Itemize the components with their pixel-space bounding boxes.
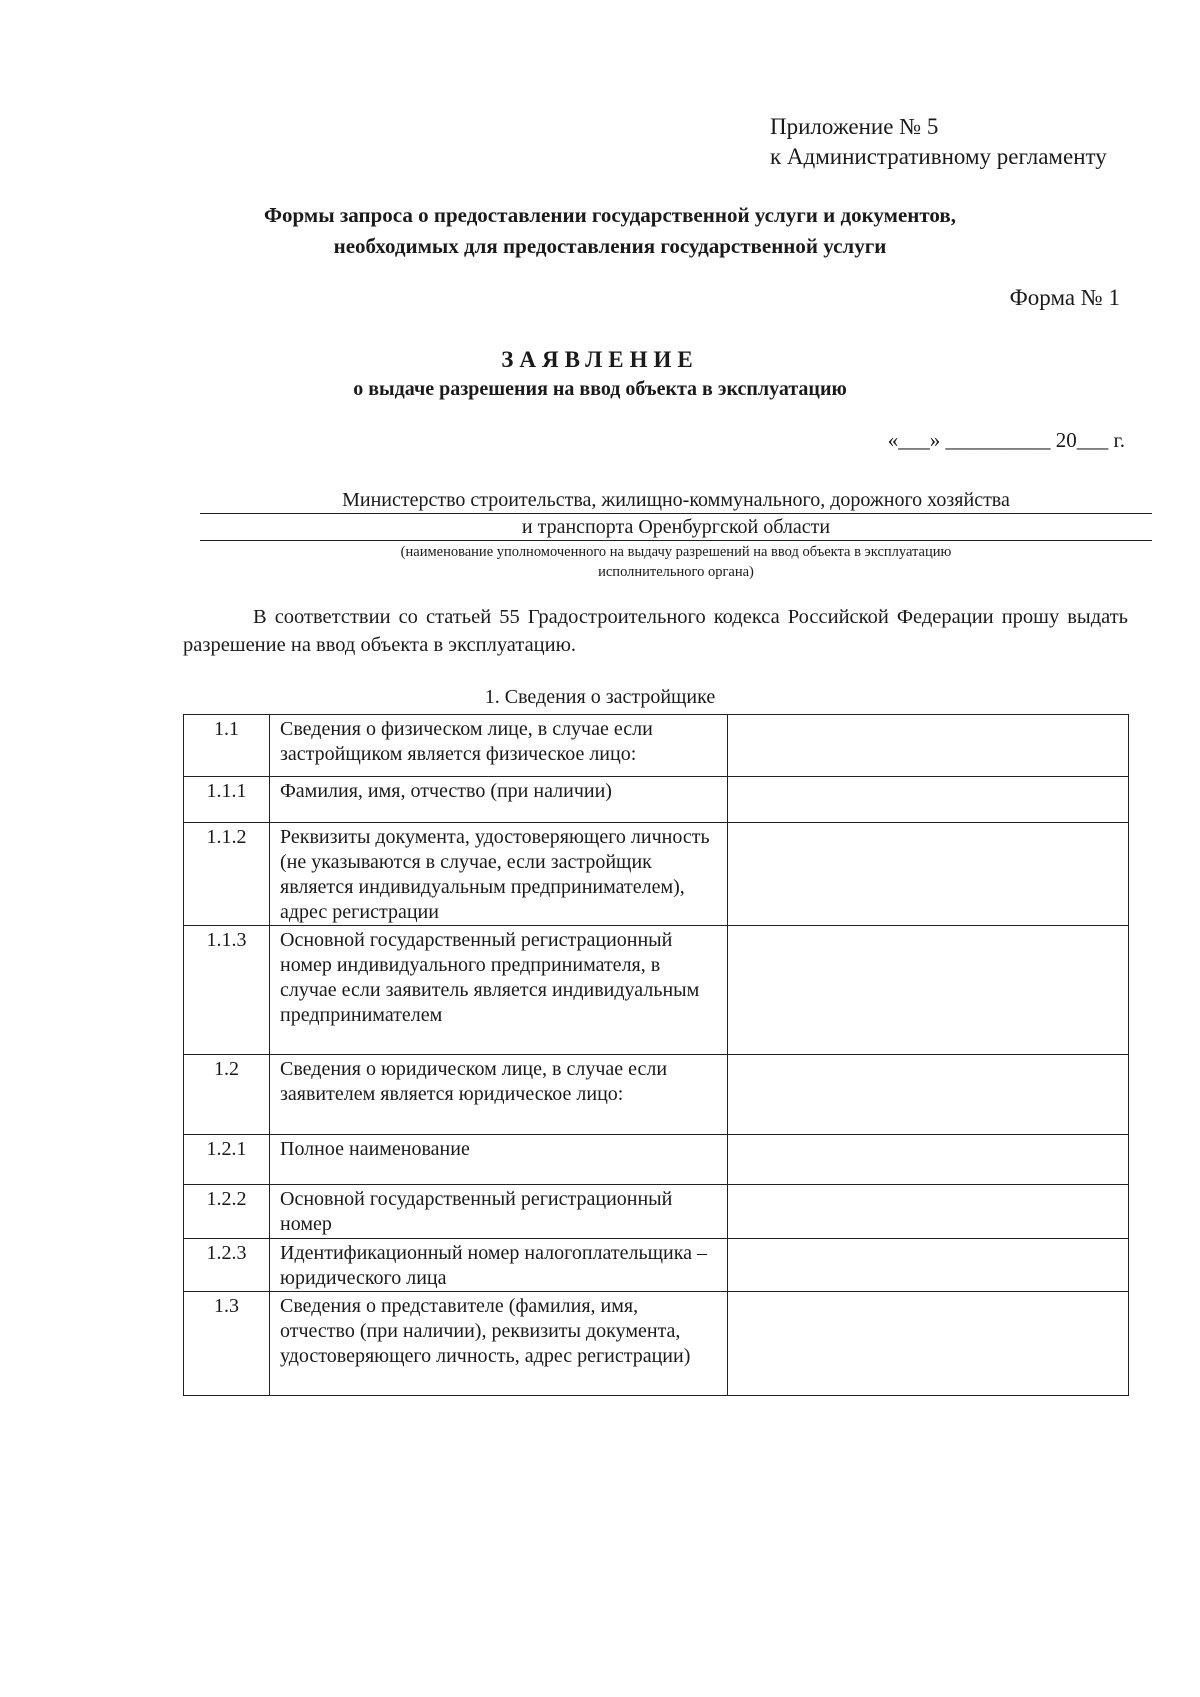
table-row	[184, 777, 1129, 823]
organization-note	[200, 542, 1152, 582]
table-row	[184, 823, 1129, 926]
row-value-field[interactable]	[728, 1292, 1129, 1396]
row-number: 1.1.1	[184, 777, 270, 823]
row-label: Сведения о юридическом лице, в случае если заявителем является юридическое лицо:	[270, 1055, 728, 1135]
row-label: Идентификационный номер налогоплательщика – юридического лица	[270, 1239, 728, 1292]
document-heading	[160, 200, 1060, 262]
row-label: Основной государственный регистрационный номер индивидуального предпринимателя, в случае если заявитель является индивидуальным предпринимателем	[270, 926, 728, 1055]
date-line: «___» __________ 20___ г.	[887, 428, 1125, 452]
developer-info-table	[183, 714, 1129, 1396]
organization-line-2: и транспорта Оренбургской области	[200, 514, 1152, 541]
organization-note-line-1: (наименование уполномоченного на выдачу разрешений на ввод объекта в эксплуатацию	[400, 544, 952, 560]
appendix-block	[770, 112, 1107, 172]
row-label: Сведения о физическом лице, в случае если застройщиком является физическое лицо:	[270, 715, 728, 777]
table-row	[184, 1239, 1129, 1292]
row-value-field[interactable]	[728, 823, 1129, 926]
statement-subtitle: о выдаче разрешения на ввод объекта в эксплуатацию	[353, 378, 847, 400]
row-value-field[interactable]	[728, 1055, 1129, 1135]
row-label: Фамилия, имя, отчество (при наличии)	[270, 777, 728, 823]
table-row	[184, 715, 1129, 777]
row-number: 1.2.3	[184, 1239, 270, 1292]
section-1-title: 1. Сведения о застройщике	[484, 686, 716, 708]
row-number: 1.1	[184, 715, 270, 777]
row-value-field[interactable]	[728, 1135, 1129, 1185]
row-number: 1.2.1	[184, 1135, 270, 1185]
row-value-field[interactable]	[728, 1239, 1129, 1292]
row-number: 1.2.2	[184, 1185, 270, 1239]
row-label: Реквизиты документа, удостоверяющего личность (не указываются в случае, если застройщик является индивидуальным предпринимателем), адрес регистрации	[270, 823, 728, 926]
row-value-field[interactable]	[728, 715, 1129, 777]
row-number: 1.3	[184, 1292, 270, 1396]
row-value-field[interactable]	[728, 926, 1129, 1055]
statement-title: ЗАЯВЛЕНИЕ	[501, 347, 699, 372]
table-row	[184, 1185, 1129, 1239]
table-row	[184, 1135, 1129, 1185]
table-row	[184, 1055, 1129, 1135]
appendix-line-1: Приложение № 5	[770, 114, 939, 139]
row-number: 1.1.3	[184, 926, 270, 1055]
table-row	[184, 1292, 1129, 1396]
heading-line-2: необходимых для предоставления государственной услуги	[333, 234, 887, 258]
form-number: Форма № 1	[1009, 285, 1120, 310]
row-number: 1.2	[184, 1055, 270, 1135]
row-label: Полное наименование	[270, 1135, 728, 1185]
organization-line-1: Министерство строительства, жилищно-коммунального, дорожного хозяйства	[200, 487, 1152, 514]
appendix-line-2: к Административному регламенту	[770, 144, 1107, 169]
row-number: 1.1.2	[184, 823, 270, 926]
row-value-field[interactable]	[728, 1185, 1129, 1239]
heading-line-1: Формы запроса о предоставлении государственной услуги и документов,	[264, 203, 956, 227]
organization-note-line-2: исполнительного органа)	[598, 564, 754, 580]
row-label: Основной государственный регистрационный номер	[270, 1185, 728, 1239]
row-value-field[interactable]	[728, 777, 1129, 823]
row-label: Сведения о представителе (фамилия, имя, отчество (при наличии), реквизиты документа, удостоверяющего личность, адрес регистрации)	[270, 1292, 728, 1396]
table-row	[184, 926, 1129, 1055]
intro-paragraph: В соответствии со статьей 55 Градостроительного кодекса Российской Федерации прошу выдать разрешение на ввод объекта в эксплуатацию.	[183, 606, 1128, 656]
